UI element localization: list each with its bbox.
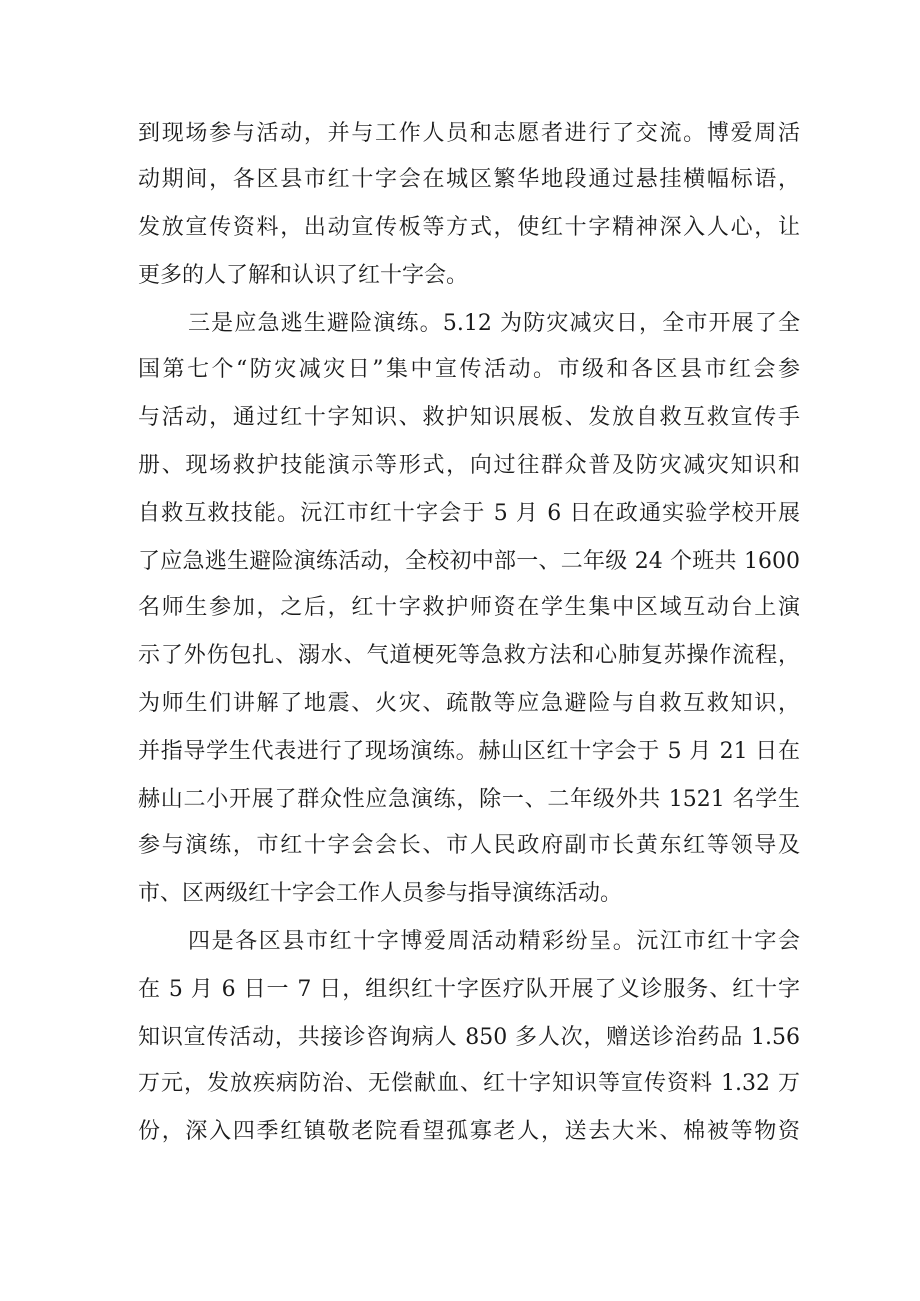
text-line: 知识宣传活动，共接诊咨询病人 850 多人次，赠送诊治药品 1.56 bbox=[138, 1025, 800, 1050]
text-line: 更多的人了解和认识了红十字会。 bbox=[138, 263, 469, 288]
text-line: 示了外伤包扎、溺水、气道梗死等急救方法和心肺复苏操作流程， bbox=[138, 643, 800, 668]
text-line: 万元，发放疾病防治、无偿献血、红十字知识等宣传资料 1.32 万 bbox=[138, 1071, 800, 1096]
text-line: 参与演练，市红十字会会长、市人民政府副市长黄东红等领导及 bbox=[138, 833, 800, 858]
text-line: 发放宣传资料，出动宣传板等方式，使红十字精神深入人心，让 bbox=[138, 215, 800, 240]
paragraph-start-line: 三是应急逃生避险演练。5.12 为防灾减灾日，全市开展了全 bbox=[188, 311, 800, 336]
text-line: 与活动，通过红十字知识、救护知识展板、发放自救互救宣传手 bbox=[138, 405, 800, 430]
text-line: 并指导学生代表进行了现场演练。赫山区红十字会于 5 月 21 日在 bbox=[138, 739, 800, 764]
text-line: 为师生们讲解了地震、火灾、疏散等应急避险与自救互救知识， bbox=[138, 691, 800, 716]
text-line: 到现场参与活动，并与工作人员和志愿者进行了交流。博爱周活 bbox=[138, 121, 800, 146]
text-line: 在 5 月 6 日一 7 日，组织红十字医疗队开展了义诊服务、红十字 bbox=[138, 977, 800, 1002]
paragraph-start-line: 四是各区县市红十字博爱周活动精彩纷呈。沅江市红十字会 bbox=[188, 929, 800, 954]
text-line: 册、现场救护技能演示等形式，向过往群众普及防灾减灾知识和 bbox=[138, 453, 800, 478]
text-line: 名师生参加，之后，红十字救护师资在学生集中区域互动台上演 bbox=[138, 595, 800, 620]
text-line: 自救互救技能。沅江市红十字会于 5 月 6 日在政通实验学校开展 bbox=[138, 501, 800, 526]
text-line: 份，深入四季红镇敬老院看望孤寡老人，送去大米、棉被等物资 bbox=[138, 1119, 800, 1144]
text-line: 赫山二小开展了群众性应急演练，除一、二年级外共 1521 名学生 bbox=[138, 787, 800, 812]
text-line: 了应急逃生避险演练活动，全校初中部一、二年级 24 个班共 1600 bbox=[138, 549, 800, 574]
text-line: 国第七个“防灾减灾日”集中宣传活动。市级和各区县市红会参 bbox=[138, 357, 800, 382]
text-line: 动期间，各区县市红十字会在城区繁华地段通过悬挂横幅标语， bbox=[138, 167, 800, 192]
text-line: 市、区两级红十字会工作人员参与指导演练活动。 bbox=[138, 881, 623, 906]
